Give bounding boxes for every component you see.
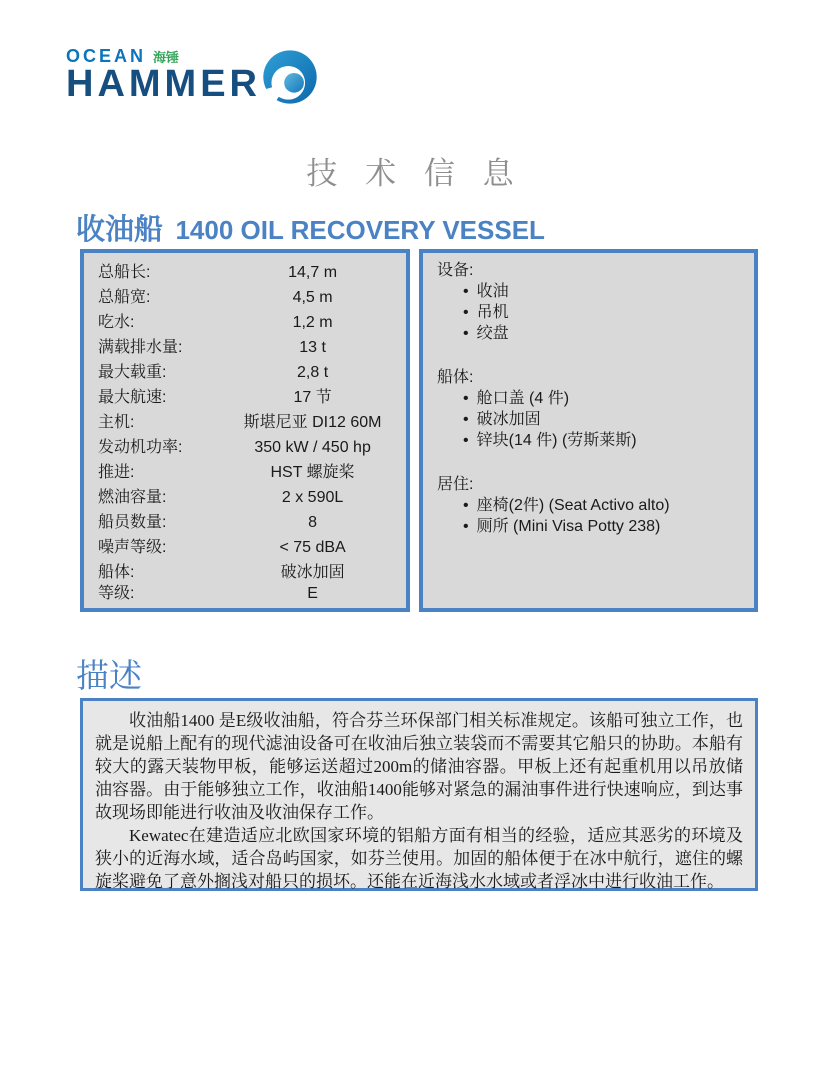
spec-label: 发动机功率: xyxy=(98,439,183,456)
spec-value: E xyxy=(307,585,318,602)
spec-value: 4,5 m xyxy=(292,289,333,306)
spec-value: < 75 dBA xyxy=(279,539,346,556)
list-item-label: 收油 xyxy=(476,283,509,300)
spec-box xyxy=(80,249,410,612)
spec-row xyxy=(98,363,394,383)
spec-label: 吃水: xyxy=(98,314,135,331)
list-item xyxy=(463,409,742,430)
spec-label: 噪声等级: xyxy=(98,539,167,556)
logo-ocean-text: OCEAN xyxy=(66,45,147,66)
spec-row xyxy=(98,563,394,583)
bullet-icon: • xyxy=(463,411,469,428)
list-item-label: 吊机 xyxy=(476,304,509,321)
logo-hammer-text: HAMMER xyxy=(66,62,261,105)
spec-label: 船员数量: xyxy=(98,514,167,531)
spec-label: 总船长: xyxy=(98,264,151,281)
spec-value: 17 节 xyxy=(293,389,332,406)
spec-value: 14,7 m xyxy=(288,264,338,281)
logo-text xyxy=(66,46,261,103)
bullet-icon: • xyxy=(463,304,469,321)
list-item xyxy=(463,302,742,323)
list-item-label: 舱口盖 (4 件) xyxy=(476,390,570,407)
bullet-icon: • xyxy=(463,497,469,514)
spec-row xyxy=(98,338,394,358)
spec-row xyxy=(98,313,394,333)
spec-row xyxy=(98,538,394,558)
spec-row xyxy=(98,513,394,533)
spec-value: 350 kW / 450 hp xyxy=(254,439,371,456)
spec-label: 最大载重: xyxy=(98,364,167,381)
list-item xyxy=(463,388,742,409)
equipment-section-title: 居住: xyxy=(437,476,474,493)
bullet-icon: • xyxy=(463,390,469,407)
equipment-section xyxy=(437,475,742,537)
list-item-label: 厕所 (Mini Visa Potty 238) xyxy=(476,518,661,535)
spec-label: 满载排水量: xyxy=(98,339,183,356)
bullet-icon: • xyxy=(463,283,469,300)
spec-label: 等级: xyxy=(98,585,135,602)
spec-label: 最大航速: xyxy=(98,389,167,406)
list-item-label: 座椅(2件) (Seat Activo alto) xyxy=(476,497,670,514)
spec-row xyxy=(98,288,394,308)
spec-row xyxy=(98,438,394,458)
bullet-icon: • xyxy=(463,518,469,535)
info-boxes xyxy=(80,249,758,612)
spec-row xyxy=(98,584,394,604)
section-heading xyxy=(76,207,545,248)
equipment-box xyxy=(419,249,758,612)
list-item xyxy=(463,430,742,451)
spec-value: 8 xyxy=(308,514,318,531)
spec-row xyxy=(98,263,394,283)
spec-label: 燃油容量: xyxy=(98,489,167,506)
spec-value: 2,8 t xyxy=(297,364,329,381)
spec-label: 主机: xyxy=(98,414,135,431)
equipment-section xyxy=(437,368,742,451)
spec-row xyxy=(98,388,394,408)
description-box xyxy=(80,698,758,891)
list-item-label: 锌块(14 件) (劳斯莱斯) xyxy=(476,432,637,449)
spec-value: 1,2 m xyxy=(292,314,333,331)
spec-value: 破冰加固 xyxy=(280,564,345,581)
spec-label: 船体: xyxy=(98,564,135,581)
equipment-section xyxy=(437,261,742,344)
bullet-icon: • xyxy=(463,432,469,449)
spec-label: 推进: xyxy=(98,464,135,481)
section-heading-en: 1400 OIL RECOVERY VESSEL xyxy=(175,215,545,245)
section-heading-cn: 收油船 xyxy=(76,214,164,246)
spec-label: 总船宽: xyxy=(98,289,151,306)
description-paragraph: Kewatec在建造适应北欧国家环境的铝船方面有相当的经验，适应其恶劣的环境及狭小的近海水域，适合岛屿国家，如芬兰使用。加固的船体便于在冰中航行，遮住的螺旋桨避免了意外搁浅对船只的损坏。还能在近海浅水水域或者浮冰中进行收油工作。 xyxy=(95,826,743,891)
list-item xyxy=(463,516,742,537)
description-paragraph: 收油船1400 是E级收油船，符合芬兰环保部门相关标准规定。该船可独立工作，也就是说船上配有的现代滤油设备可在收油后独立装袋而不需要其它船只的协助。本船有较大的露天装物甲板，能够运送超过200m的储油容器。甲板上还有起重机用以吊放储油容器。由于能够独立工作，收油船1400能够对紧急的漏油事件进行快速响应，到达事故现场即能进行收油及收油保存工作。 xyxy=(95,711,743,822)
spec-value: 13 t xyxy=(299,339,326,356)
list-item xyxy=(463,495,742,516)
spec-value: 2 x 590L xyxy=(281,489,344,506)
equipment-section-title: 设备: xyxy=(437,262,474,279)
description-heading: 描述 xyxy=(76,659,142,695)
list-item-label: 破冰加固 xyxy=(476,411,541,428)
spec-row xyxy=(98,488,394,508)
spec-value: 斯堪尼亚 DI12 60M xyxy=(243,414,382,431)
wave-icon xyxy=(261,48,319,106)
list-item-label: 绞盘 xyxy=(476,325,509,342)
bullet-icon: • xyxy=(463,325,469,342)
list-item xyxy=(463,323,742,344)
list-item xyxy=(463,281,742,302)
equipment-section-title: 船体: xyxy=(437,369,474,386)
company-logo xyxy=(66,42,319,106)
logo-chinese-text: 海锤 xyxy=(153,49,180,65)
spec-row xyxy=(98,413,394,433)
spec-value: HST 螺旋桨 xyxy=(270,464,355,481)
page-title: 技 术 信 息 xyxy=(306,156,524,191)
spec-row xyxy=(98,463,394,483)
